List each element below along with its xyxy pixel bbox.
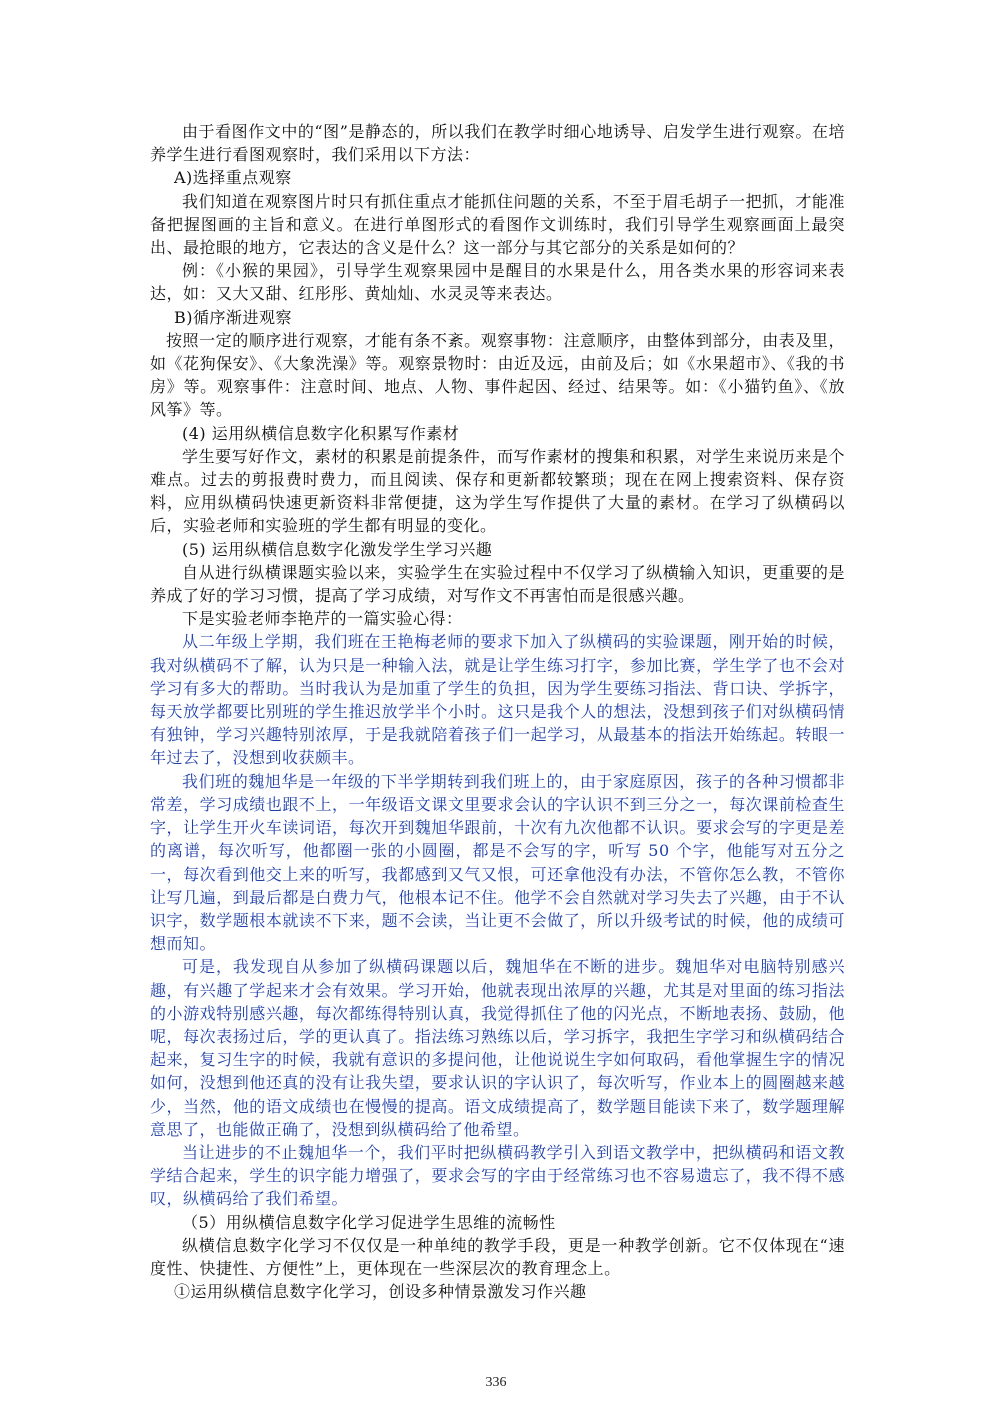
paragraph: （5）用纵横信息数字化学习促进学生思维的流畅性	[182, 1212, 556, 1232]
paragraph: 例：《小猴的果园》，引导学生观察果园中是醒目的水果是什么，用各类水果的形容词来表达，如：又大又甜、红彤彤、黄灿灿、水灵灵等来表达。	[150, 261, 845, 304]
paragraph: 下是实验老师李艳芹的一篇实验心得：	[182, 609, 463, 629]
paragraph: 我们班的魏旭华是一年级的下半学期转到我们班上的，由于家庭原因，孩子的各种习惯都非常差，学习成绩也跟不上，一年级语文课文里要求会认的字认识不到三分之一，每次课前检查生字，让学生开火车读词语，每次开到魏旭华跟前，十次有九次他都不认识。要求会写的字更是差的离谱，每次听写，他都圈一张的小圆圈，都是不会写的字，听写 50 个字，他能写对五分之一，每次看到他交上来的听写，我都感到又气又恨，可还拿他没有办法，不管你怎么教，不管你让写几遍，到最后都是白费力气，他根本记不住。他学不会自然就对学习失去了兴趣，由于不认识字，数学题根本就读不下来，题不会读，当让更不会做了，所以升级考试的时候，他的成绩可想而知。	[150, 771, 845, 954]
paragraph: 自从进行纵横课题实验以来，实验学生在实验过程中不仅学习了纵横输入知识，更重要的是养成了好的学习习惯，提高了学习成绩，对写作文不再害怕而是很感兴趣。	[150, 562, 845, 606]
paragraph: (5) 运用纵横信息数字化激发学生学习兴趣	[182, 539, 493, 559]
paragraph: 按照一定的顺序进行观察，才能有条不紊。观察事物：注意顺序，由整体到部分，由表及里，如《花狗保安》、《大象洗澡》等。观察景物时：由近及远，由前及后；如《水果超市》、《我的书房》等。观察事件：注意时间、地点、人物、事件起因、经过、结果等。如：《小猫钓鱼》、《放风筝》等。	[150, 330, 845, 420]
document-body	[150, 120, 845, 1303]
paragraph: B)循序渐进观察	[174, 307, 293, 327]
page-number: 336	[485, 1375, 507, 1390]
paragraph: 从二年级上学期，我们班在王艳梅老师的要求下加入了纵横码的实验课题，刚开始的时候，我对纵横码不了解，认为只是一种输入法，就是让学生练习打字，参加比赛，学生学了也不会对学习有多大的帮助。当时我认为是加重了学生的负担，因为学生要练习指法、背口诀、学拆字，每天放学都要比别班的学生推迟放学半个小时。这只是我个人的想法，没想到孩子们对纵横码情有独钟，学习兴趣特别浓厚，于是我就陪着孩子们一起学习，从最基本的指法开始练起。转眼一年过去了，没想到收获颇丰。	[150, 632, 845, 768]
paragraph: ①运用纵横信息数字化学习，创设多种情景激发习作兴趣	[174, 1282, 587, 1302]
paragraph: 纵横信息数字化学习不仅仅是一种单纯的教学手段，更是一种教学创新。它不仅体现在“速度性、快捷性、方便性”上，更体现在一些深层次的教育理念上。	[150, 1235, 845, 1278]
paragraph: 我们知道在观察图片时只有抓住重点才能抓住问题的关系，不至于眉毛胡子一把抓，才能准备把握图画的主旨和意义。在进行单图形式的看图作文训练时，我们引导学生观察画面上最突出、最抢眼的地方，它表达的含义是什么？这一部分与其它部分的关系是如何的？	[150, 191, 845, 258]
paragraph: A)选择重点观察	[174, 168, 292, 188]
paragraph: 当让进步的不止魏旭华一个，我们平时把纵横码教学引入到语文教学中，把纵横码和语文教学结合起来，学生的识字能力增强了，要求会写的字由于经常练习也不容易遗忘了，我不得不感叹，纵横码给了我们希望。	[150, 1142, 845, 1209]
paragraph: (4) 运用纵横信息数字化积累写作素材	[182, 423, 460, 443]
paragraph: 由于看图作文中的“图”是静态的，所以我们在教学时细心地诱导、启发学生进行观察。在培养学生进行看图观察时，我们采用以下方法：	[150, 122, 845, 165]
paragraph: 可是，我发现自从参加了纵横码课题以后，魏旭华在不断的进步。魏旭华对电脑特别感兴趣，有兴趣了学起来才会有效果。学习开始，他就表现出浓厚的兴趣，尤其是对里面的练习指法的小游戏特别感兴趣，每次都练得特别认真，我觉得抓住了他的闪光点，不断地表扬、鼓励，他呢，每次表扬过后，学的更认真了。指法练习熟练以后，学习拆字，我把生字学习和纵横码结合起来，复习生字的时候，我就有意识的多提问他，让他说说生字如何取码，看他掌握生字的情况如何，没想到他还真的没有让我失望，要求认识的字认识了，每次听写，作业本上的圆圈越来越少，当然，他的语文成绩也在慢慢的提高。语文成绩提高了，数学题目能读下来了，数学题理解意思了，也能做正确了，没想到纵横码给了他希望。	[150, 957, 845, 1139]
paragraph: 学生要写好作文，素材的积累是前提条件，而写作素材的搜集和积累，对学生来说历来是个难点。过去的剪报费时费力，而且阅读、保存和更新都较繁琐；现在在网上搜索资料、保存资料，应用纵横码快速更新资料非常便捷，这为学生写作提供了大量的素材。在学习了纵横码以后，实验老师和实验班的学生都有明显的变化。	[150, 446, 845, 536]
